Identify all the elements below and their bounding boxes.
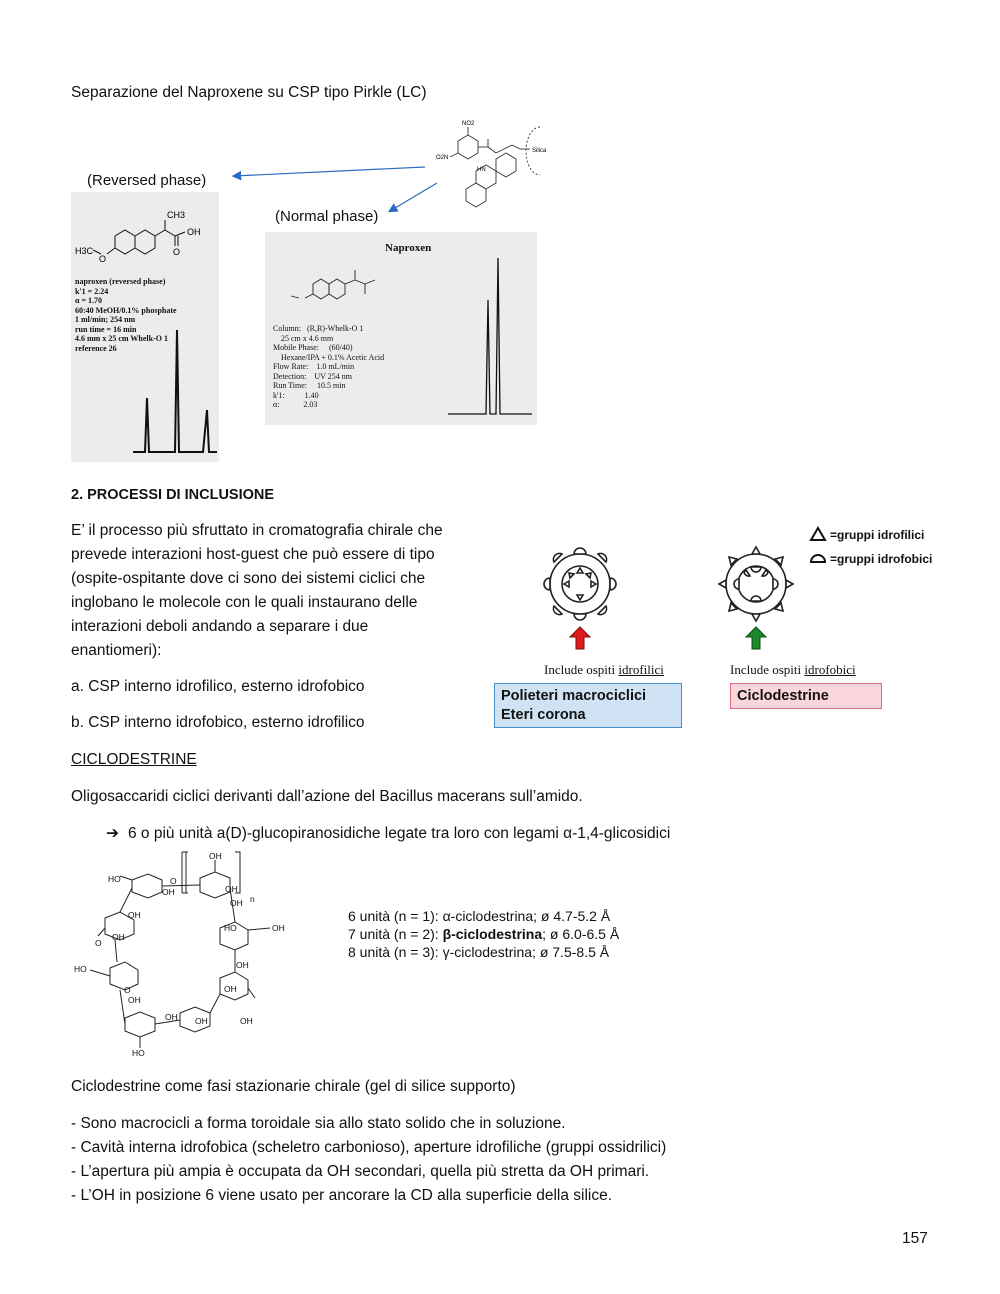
oh-label: OH xyxy=(162,887,175,897)
oh-label: OH xyxy=(195,1016,208,1026)
box-line: Ciclodestrine xyxy=(737,688,829,704)
oh-label: OH xyxy=(187,227,201,237)
hn-label: HN xyxy=(477,167,486,173)
paragraph-line: prevede interazioni host-guest che può essere di tipo xyxy=(71,546,435,563)
cyclodextrins-description: Oligosaccaridi ciclici derivanti dall’azione del Bacillus macerans sull’amido. xyxy=(71,788,583,805)
cyclodextrin-hydrophobic-inside-icon xyxy=(711,539,801,629)
paragraph-line: inglobano le molecole con le quali instaurano delle xyxy=(71,594,418,611)
oh-label: OH xyxy=(209,851,222,861)
cd-name: α-ciclodestrina xyxy=(442,908,534,924)
oh-label: OH xyxy=(240,1016,253,1026)
paragraph-line: E’ il processo più sfruttato in cromatografia chirale che xyxy=(71,522,443,539)
n-label: n xyxy=(250,894,255,904)
cyclodextrins-box xyxy=(730,683,882,709)
ho-label: HO xyxy=(108,874,121,884)
cyclodextrin-structure xyxy=(70,848,295,1063)
silica-label: Silica xyxy=(532,148,547,154)
green-up-arrow-icon xyxy=(745,626,767,650)
glucopyranose-bullet: 6 o più unità a(D)-glucopiranosidiche legate tra loro con legami α-1,4-glicosidici xyxy=(128,825,671,842)
reversed-phase-chromatogram xyxy=(71,322,219,457)
include-hydrophilic-caption xyxy=(544,660,664,680)
ho-label: HO xyxy=(74,964,87,974)
oh-label: OH xyxy=(112,932,125,942)
red-up-arrow-icon xyxy=(569,626,591,650)
normal-phase-panel xyxy=(265,232,537,425)
legend-hydrophobic: =gruppi idrofobici xyxy=(830,552,933,566)
oh-label: OH xyxy=(128,910,141,920)
legend-hydrophilic: =gruppi idrofilici xyxy=(830,528,925,542)
cd-type-gamma xyxy=(348,942,609,962)
o-label: O xyxy=(95,938,102,948)
cd-unit-count: 7 unità (n = 2): xyxy=(348,926,443,942)
macrocyclic-polyethers-box xyxy=(494,683,682,728)
reversed-phase-label: (Reversed phase) xyxy=(87,172,207,189)
cd-name: γ-ciclodestrina xyxy=(442,944,533,960)
reversed-phase-conditions: naproxen (reversed phase) k'1 = 2.24 α = 1.70 60:40 MeOH/0.1% phosphate 1 ml/min; 254 nm run time = 16 min 4.6 mm x 25 cm Whelk-O 1 reference 26 xyxy=(75,277,177,353)
cd-diameter: ; ø 7.5-8.5 Å xyxy=(532,944,610,960)
list-item-b: b. CSP interno idrofobico, esterno idrofilico xyxy=(71,714,365,731)
o-label: O xyxy=(173,247,181,257)
ho-label: HO xyxy=(132,1048,145,1058)
reversed-phase-panel xyxy=(71,192,219,462)
normal-phase-label: (Normal phase) xyxy=(275,208,379,225)
naproxen-structure-normal xyxy=(283,260,403,315)
section-heading-pirkle: Separazione del Naproxene su CSP tipo Pirkle (LC) xyxy=(71,84,427,101)
list-item: - Cavità interna idrofobica (scheletro carbonioso), aperture idrofiliche (gruppi ossidrilici) xyxy=(71,1139,667,1156)
methoxy-o-label: O xyxy=(99,254,107,264)
cd-stationary-phases-title: Ciclodestrine come fasi stazionarie chirale (gel di silice supporto) xyxy=(71,1078,516,1095)
ch3-label: CH3 xyxy=(167,210,186,220)
hydrophilic-triangle-icon xyxy=(809,526,827,542)
box-line: Eteri corona xyxy=(501,707,586,723)
h3c-label: H3C xyxy=(75,246,94,256)
cd-unit-count: 8 unità (n = 3): xyxy=(348,944,443,960)
cd-type-alpha xyxy=(348,906,610,926)
macrocycle-hydrophilic-inside-icon xyxy=(537,541,623,627)
box-line: Polieteri macrociclici xyxy=(501,688,647,704)
no2-left-label: O2N xyxy=(436,155,449,161)
caption-keyword: idrofobici xyxy=(804,662,856,677)
caption-prefix: Include ospiti xyxy=(730,662,805,677)
cd-name: β-ciclodestrina xyxy=(442,926,543,942)
cd-unit-count: 6 unità (n = 1): xyxy=(348,908,443,924)
paragraph-line: interazioni deboli andando a separare i due xyxy=(71,618,369,635)
list-item: - Sono macrocicli a forma toroidale sia allo stato solido che in soluzione. xyxy=(71,1115,566,1132)
normal-phase-chromatogram xyxy=(440,252,536,422)
paragraph-line: (ospite-ospitante dove ci sono dei sistemi ciclici che xyxy=(71,570,426,587)
normal-phase-conditions: Column: (R,R)-Whelk-O 1 25 cm x 4.6 mm Mobile Phase: (60/40) Hexane/IPA + 0.1% Acetic Acid Flow Rate: 1.0 mL/min Detection: UV 254 nm Run Time: 10.5 min k'1: 1.40 α: 2.03 xyxy=(273,324,385,409)
bullet-arrow-icon: ➔ xyxy=(106,825,119,842)
oh-label: OH xyxy=(128,995,141,1005)
list-item-a: a. CSP interno idrofilico, esterno idrofobico xyxy=(71,678,365,695)
o-label: O xyxy=(124,985,131,995)
o-label: O xyxy=(170,876,177,886)
cd-diameter: ; ø 4.7-5.2 Å xyxy=(533,908,611,924)
caption-prefix: Include ospiti xyxy=(544,662,619,677)
cd-diameter: ; ø 6.0-6.5 Å xyxy=(542,926,620,942)
oh-label: OH xyxy=(230,898,243,908)
normal-phase-title: Naproxen xyxy=(385,242,432,254)
page-number: 157 xyxy=(902,1230,928,1247)
section-heading-inclusion: 2. PROCESSI DI INCLUSIONE xyxy=(71,487,275,503)
naproxen-structure-reversed xyxy=(71,202,219,272)
oh-label: OH xyxy=(272,923,285,933)
cyclodextrins-heading: CICLODESTRINE xyxy=(71,751,197,768)
no2-top-label: NO2 xyxy=(462,121,475,127)
oh-label: OH xyxy=(225,884,238,894)
caption-keyword: idrofilici xyxy=(618,662,664,677)
oh-label: OH xyxy=(165,1012,178,1022)
list-item: - L’apertura più ampia è occupata da OH secondari, quella più stretta da OH primari. xyxy=(71,1163,650,1180)
paragraph-line: enantiomeri): xyxy=(71,642,162,659)
include-hydrophobic-caption xyxy=(730,660,856,680)
oh-label: OH xyxy=(236,960,249,970)
list-item: - L’OH in posizione 6 viene usato per ancorare la CD alla superficie della silice. xyxy=(71,1187,613,1204)
ho-label: HO xyxy=(224,923,237,933)
cd-type-beta xyxy=(348,924,619,944)
hydrophobic-semicircle-icon xyxy=(809,549,827,565)
oh-label: OH xyxy=(224,984,237,994)
